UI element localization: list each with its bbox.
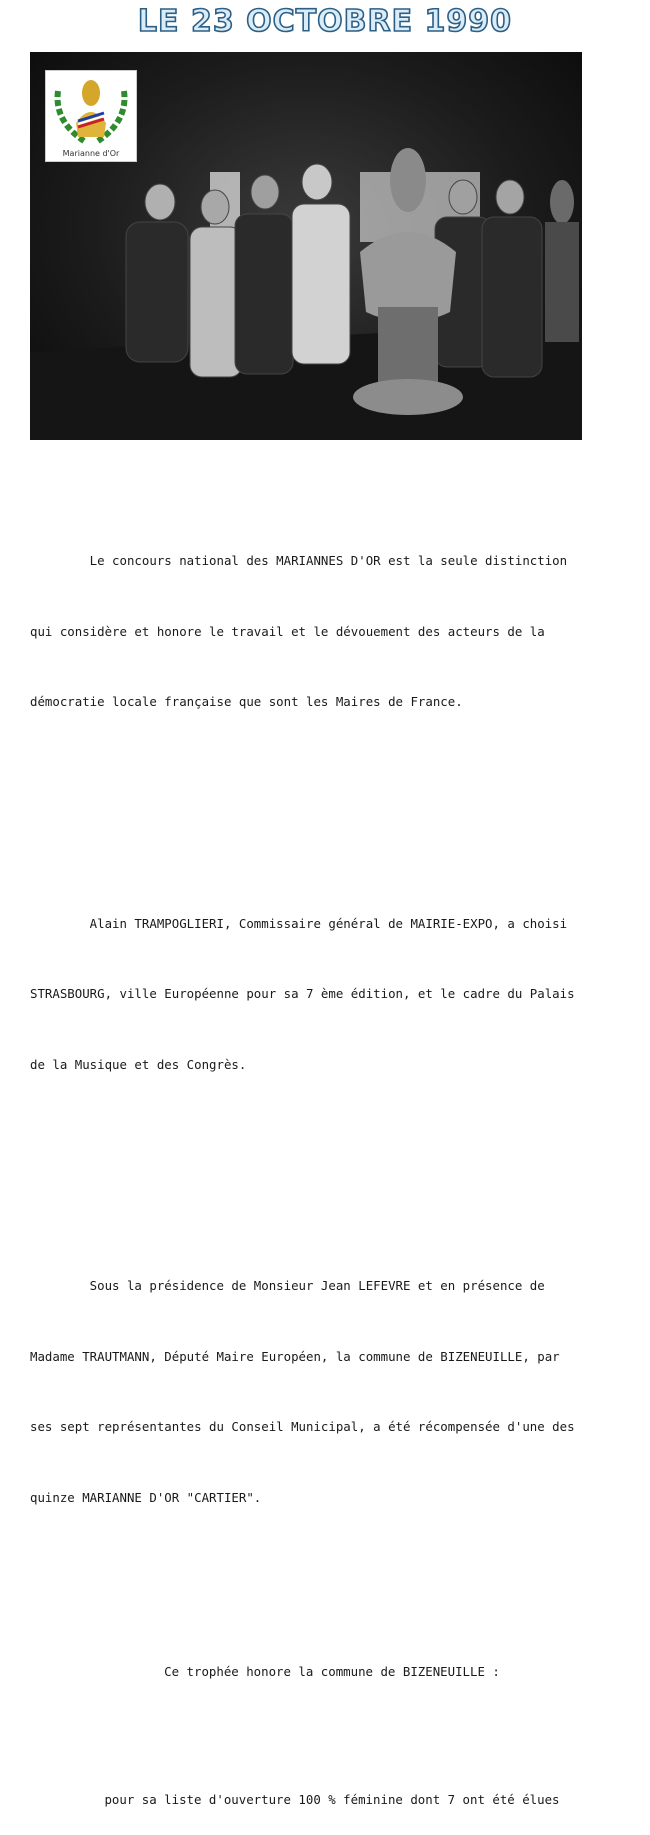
text-line: Alain TRAMPOGLIERI, Commissaire général de MAIRIE-EXPO, a choisi (30, 915, 568, 931)
text-line: qui considère et honore le travail et le dévouement des acteurs de la (30, 623, 545, 639)
text-line: STRASBOURG, ville Européenne pour sa 7 ème édition, et le cadre du Palais (30, 986, 575, 1001)
text-line: quinze MARIANNE D'OR "CARTIER". (30, 1489, 262, 1505)
marianne-dor-logo (45, 70, 137, 162)
logo-caption: Marianne d'Or (62, 149, 120, 158)
paragraph-3 (30, 1227, 634, 1556)
text-line: Madame TRAUTMANN, Député Maire Européen, la commune de BIZENEUILLE, par (30, 1348, 560, 1364)
laurel-bust-icon (46, 71, 136, 149)
text-line: Le concours national des MARIANNES D'OR est la seule distinction (30, 553, 568, 568)
page-title: LE 23 OCTOBRE 1990 (137, 4, 513, 39)
paragraph-4: Ce trophée honore la commune de BIZENEUILLE : (164, 1664, 500, 1679)
paragraph-2 (30, 865, 634, 1124)
text-line: de la Musique et des Congrès. (30, 1056, 247, 1072)
paragraph-1 (30, 502, 634, 761)
paragraph-5: pour sa liste d'ouverture 100 % féminine dont 7 ont été élues (104, 1791, 560, 1807)
article-text (30, 455, 634, 1835)
text-line: démocratie locale française que sont les Maires de France. (30, 694, 463, 709)
text-line: ses sept représentantes du Conseil Municipal, a été récompensée d'une des (30, 1419, 575, 1434)
text-line: Sous la présidence de Monsieur Jean LEFEVRE et en présence de (30, 1278, 545, 1293)
